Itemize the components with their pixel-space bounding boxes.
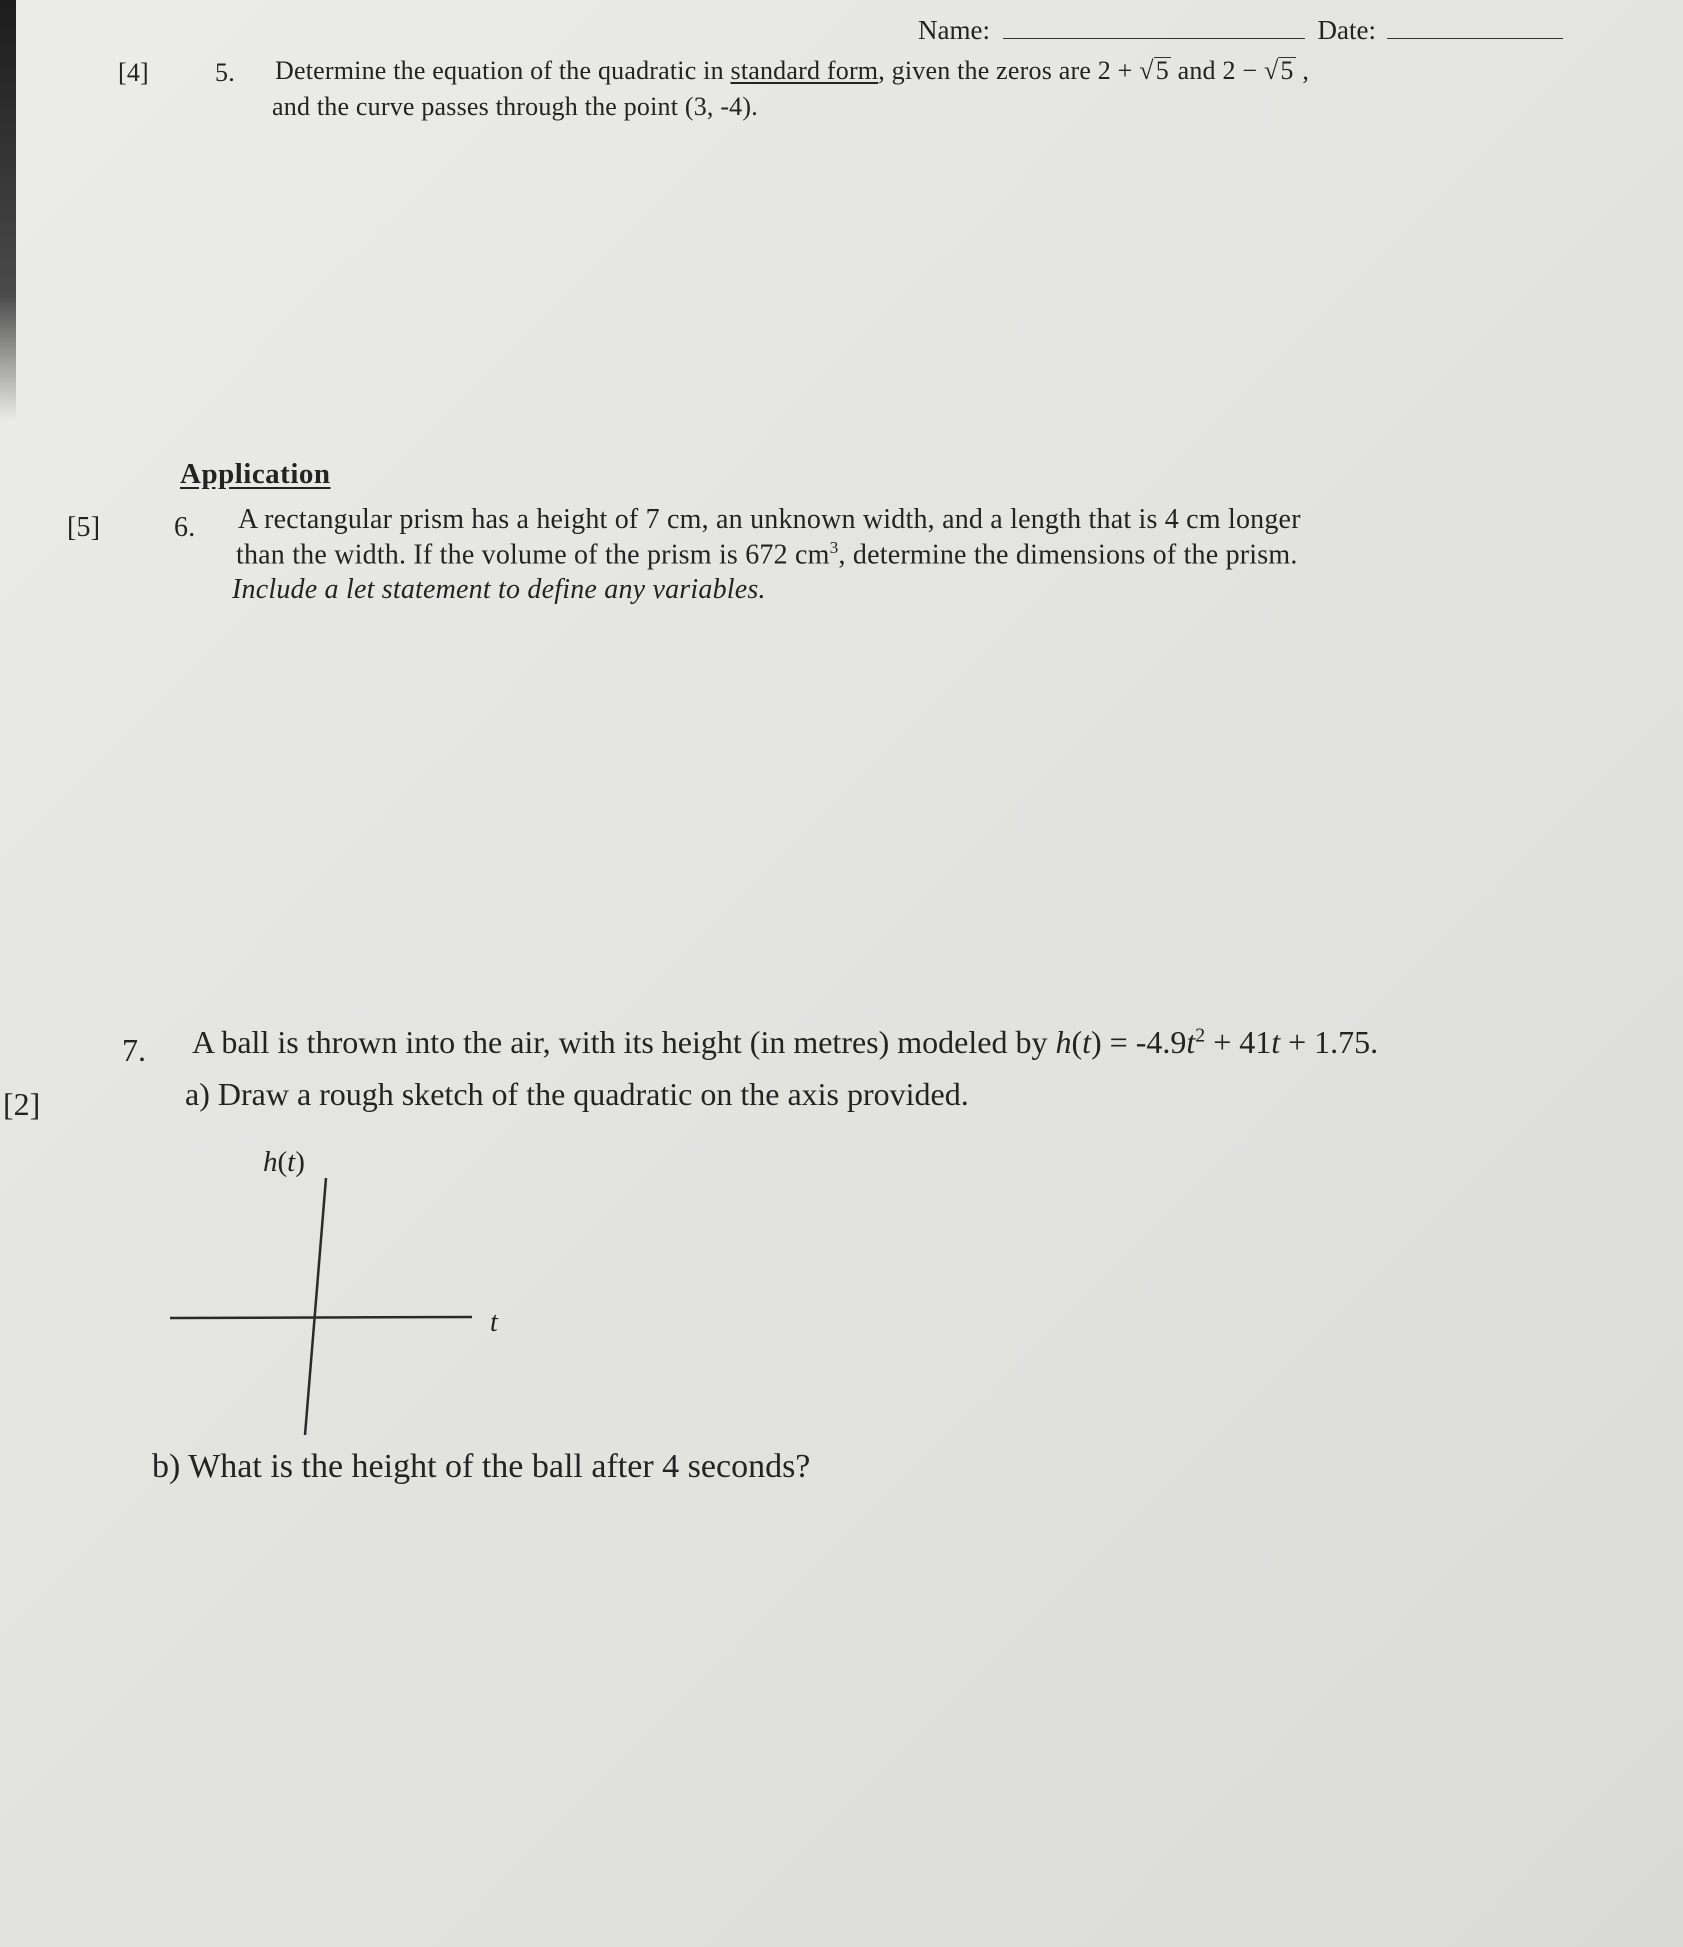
name-label: Name: — [918, 15, 990, 45]
q7-text-1: A ball is thrown into the air, with its height (in metres) modeled by — [192, 1024, 1056, 1060]
q7-eq-var-2: t — [1271, 1024, 1281, 1060]
q7-eq-2: + 41 — [1205, 1024, 1272, 1060]
q5-line-2: and the curve passes through the point (3, -4). — [272, 92, 758, 121]
date-field[interactable] — [1387, 14, 1563, 39]
q5-number: 5. — [215, 58, 235, 87]
q5-line-1: Determine the equation of the quadratic in standard form, given the zeros are 2 + √5 and 2 − √5 , — [275, 56, 1310, 85]
q6-line-2-a: than the width. If the volume of the prism is 672 cm — [236, 539, 830, 571]
q6-cube-exponent: 3 — [829, 538, 839, 557]
q5-sqrt-b: 5 — [1280, 56, 1294, 85]
x-axis-line — [170, 1317, 472, 1318]
q7-eq-var-1: t — [1186, 1024, 1196, 1060]
sketch-axes[interactable] — [160, 1140, 530, 1440]
q5-text-1: Determine the equation of the quadratic in — [275, 56, 731, 85]
y-axis-label-h: h — [263, 1146, 278, 1178]
q5-text-4: , — [1295, 56, 1310, 85]
q5-sqrt-a: 5 — [1155, 56, 1169, 85]
q7-eq-1: = -4.9 — [1101, 1024, 1187, 1060]
q7-number: 7. — [122, 1032, 146, 1068]
y-axis-label — [263, 1146, 305, 1179]
q7a-prompt: a) Draw a rough sketch of the quadratic on the axis provided. — [185, 1076, 969, 1112]
q6-line-3: Include a let statement to define any variables. — [232, 574, 766, 605]
q7-fn-var: t — [1082, 1024, 1092, 1060]
q7-eq-3: + 1.75. — [1280, 1024, 1379, 1060]
date-label: Date: — [1317, 15, 1376, 45]
q7-fn-name: h — [1055, 1024, 1072, 1060]
y-axis-label-open: ( — [277, 1146, 288, 1178]
name-field[interactable] — [1003, 14, 1305, 39]
q5-text-3: and 2 − — [1170, 56, 1264, 85]
q5-standard-form: standard form — [730, 56, 879, 85]
q6-line-2-b: , determine the dimensions of the prism. — [838, 539, 1298, 571]
q7-fn-paren-open: ( — [1071, 1024, 1083, 1060]
q6-line-1: A rectangular prism has a height of 7 cm, an unknown width, and a length that is 4 cm longer — [238, 504, 1301, 535]
y-axis-label-close: ) — [295, 1146, 305, 1178]
y-axis-line — [305, 1178, 326, 1435]
application-heading: Application — [180, 458, 331, 490]
q7a-marks: [2] — [3, 1086, 41, 1122]
q7-fn-paren-close: ) — [1091, 1024, 1102, 1060]
q6-marks: [5] — [67, 512, 101, 543]
q6-line-2 — [236, 538, 1298, 571]
page-edge-shadow — [0, 0, 16, 420]
q7-line-1 — [192, 1024, 1378, 1061]
q7-eq-exponent: 2 — [1195, 1024, 1206, 1047]
x-axis-label: t — [490, 1307, 498, 1338]
name-date-header — [918, 14, 1563, 46]
q5-text-2: , given the zeros are 2 + — [878, 56, 1140, 85]
y-axis-label-t: t — [287, 1146, 296, 1178]
q6-number: 6. — [174, 512, 196, 543]
q7b-prompt: b) What is the height of the ball after 4 seconds? — [152, 1448, 811, 1485]
q5-marks: [4] — [118, 58, 149, 87]
